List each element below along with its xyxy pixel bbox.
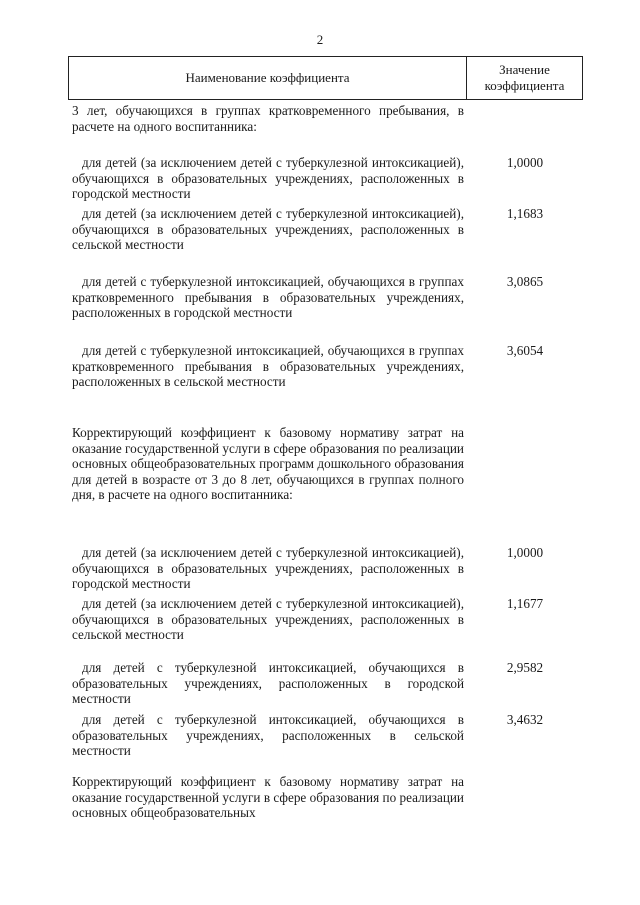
table-row-text: для детей (за исключением детей с туберкулезной интоксикацией), обучающихся в образовательных учреждениях, расположенных в сельской местности (72, 596, 464, 643)
table-row-section-heading: Корректирующий коэффициент к базовому нормативу затрат на оказание государственной услуги в сфере образования по реализации основных общеобразовательных (72, 774, 464, 821)
table-header (68, 56, 583, 100)
header-value-line2: коэффициента (484, 78, 565, 93)
table-row-value: 1,1677 (506, 596, 544, 611)
table-row-value: 1,0000 (506, 545, 544, 560)
table-row-text: для детей с туберкулезной интоксикацией, обучающихся в группах кратковременного пребывания в образовательных учреждениях, расположенных в сельской местности (72, 343, 464, 390)
page-number: 2 (316, 32, 324, 47)
table-row-text: для детей с туберкулезной интоксикацией, обучающихся в группах кратковременного пребывания в образовательных учреждениях, расположенных в городской местности (72, 274, 464, 321)
table-row-text: для детей (за исключением детей с туберкулезной интоксикацией), обучающихся в образовательных учреждениях, расположенных в сельской местности (72, 206, 464, 253)
table-row-value: 3,6054 (506, 343, 544, 358)
table-row-value: 1,1683 (506, 206, 544, 221)
table-row-intro-short-stay: 3 лет, обучающихся в группах кратковременного пребывания, в расчете на одного воспитанника: (72, 103, 464, 134)
header-value-line1: Значение (499, 62, 550, 77)
table-row-value: 3,4632 (506, 712, 544, 727)
table-row-text: для детей с туберкулезной интоксикацией, обучающихся в образовательных учреждениях, расположенных в городской местности (72, 660, 464, 707)
header-coefficient-value (467, 57, 582, 99)
table-row-section-heading: Корректирующий коэффициент к базовому нормативу затрат на оказание государственной услуги в сфере образования по реализации основных общеобразовательных программ дошкольного образования для детей в возрасте от 3 до 8 лет, обучающихся в группах полного дня, в расчете на одного воспитанника: (72, 425, 464, 503)
table-row-text: для детей (за исключением детей с туберкулезной интоксикацией), обучающихся в образовательных учреждениях, расположенных в городской местности (72, 155, 464, 202)
table-row-value: 2,9582 (506, 660, 544, 675)
table-row-text: для детей (за исключением детей с туберкулезной интоксикацией), обучающихся в образовательных учреждениях, расположенных в городской местности (72, 545, 464, 592)
table-row-text: для детей с туберкулезной интоксикацией, обучающихся в образовательных учреждениях, расположенных в сельской местности (72, 712, 464, 759)
header-coefficient-name: Наименование коэффициента (69, 57, 467, 99)
table-row-value: 1,0000 (506, 155, 544, 170)
table-row-value: 3,0865 (506, 274, 544, 289)
